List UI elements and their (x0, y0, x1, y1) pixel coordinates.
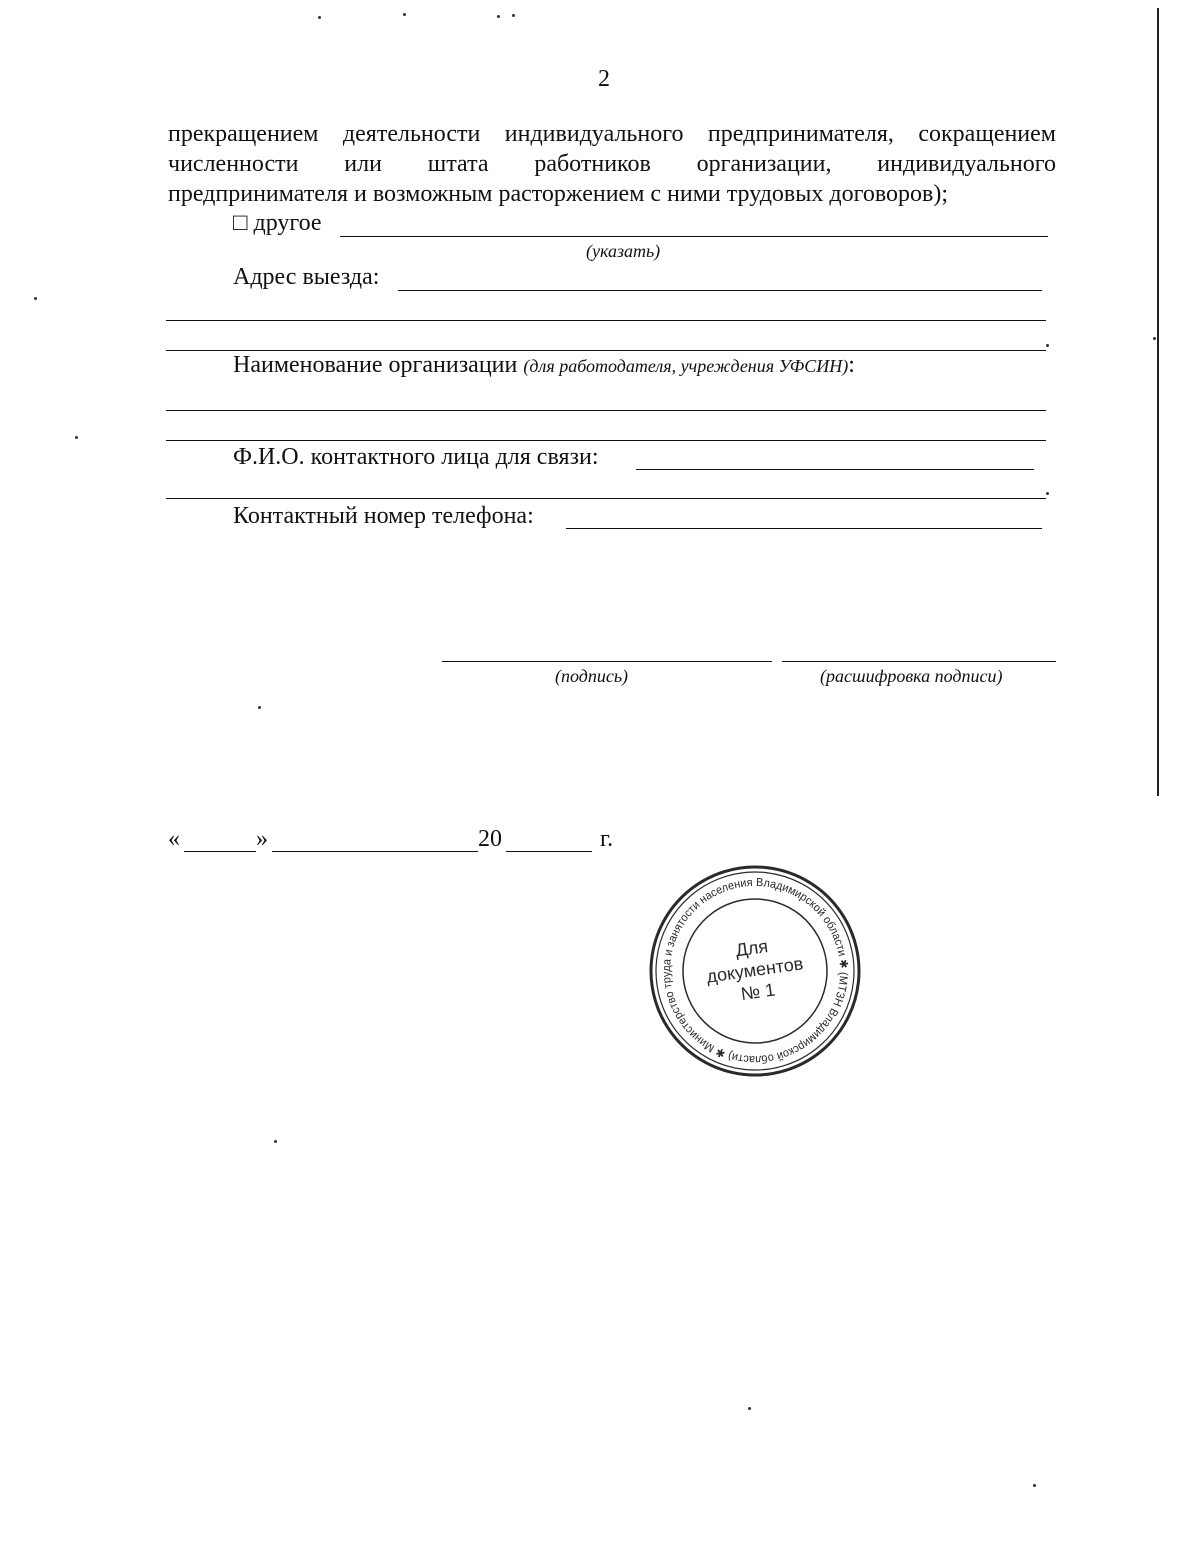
date-month-field[interactable] (272, 851, 478, 852)
stamp-ring-text: Министерство труда и занятости населения Владимирской области ✱ (МТЗН Владимирской области) ✱ (660, 876, 850, 1066)
other-option-field[interactable] (340, 236, 1048, 237)
contact-phone-label: Контактный номер телефона: (233, 503, 534, 529)
departure-address-field-3[interactable] (166, 350, 1046, 351)
date-close-quote: » (256, 826, 268, 852)
contact-person-label: Ф.И.О. контактного лица для связи: (233, 444, 599, 470)
date-open-quote: « (168, 826, 180, 852)
other-option (233, 210, 322, 237)
paragraph-line-3: предпринимателя и возможным расторжением с ними трудовых договоров); (168, 181, 948, 207)
contact-phone-field[interactable] (566, 528, 1042, 529)
date-year-suffix: г. (600, 826, 614, 852)
scan-speck (274, 1140, 277, 1143)
departure-address-field-2[interactable] (166, 320, 1046, 321)
other-option-label: другое (253, 210, 322, 236)
signature-field[interactable] (442, 661, 772, 662)
other-option-hint: (указать) (586, 241, 661, 261)
organization-label: Наименование организации (233, 352, 518, 378)
period-mark (1046, 344, 1049, 347)
scan-speck (258, 706, 261, 709)
paragraph-line-2: численности или штата работников организации, индивидуального (168, 151, 1056, 177)
scan-speck (75, 436, 78, 439)
checkbox-icon[interactable]: □ (233, 210, 248, 236)
departure-address-label: Адрес выезда: (233, 264, 380, 290)
stamp-center-line-3: № 1 (739, 979, 777, 1005)
stamp-center-line-2: документов (705, 953, 805, 987)
date-day-field[interactable] (184, 851, 256, 852)
scan-speck (34, 297, 37, 300)
scan-speck (497, 15, 500, 18)
organization-hint: (для работодателя, учреждения УФСИН) (523, 356, 849, 376)
departure-address-field-1[interactable] (398, 290, 1042, 291)
paragraph-line-1: прекращением деятельности индивидуального предпринимателя, сокращением (168, 121, 1056, 147)
official-stamp (648, 864, 862, 1078)
signature-hint: (подпись) (555, 666, 629, 686)
organization-field-1[interactable] (166, 410, 1046, 411)
contact-person-field-2[interactable] (166, 498, 1046, 499)
organization-colon: : (848, 352, 855, 378)
date-year-field[interactable] (506, 851, 592, 852)
contact-person-field-1[interactable] (636, 469, 1034, 470)
scan-speck (512, 14, 515, 17)
organization-field-2[interactable] (166, 440, 1046, 441)
page-number: 2 (598, 66, 610, 92)
date-year-prefix: 20 (478, 826, 502, 852)
scan-speck (748, 1407, 751, 1410)
signature-transcript-field[interactable] (782, 661, 1056, 662)
period-mark (1046, 492, 1049, 495)
scan-speck (403, 13, 406, 16)
scan-edge-line (1157, 8, 1159, 796)
scan-speck (318, 16, 321, 19)
scan-speck (1153, 337, 1156, 340)
stamp-center-line-1: Для (734, 936, 770, 961)
signature-transcript-hint: (расшифровка подписи) (820, 666, 1003, 686)
scan-speck (1033, 1484, 1036, 1487)
organization-label-row (233, 352, 855, 379)
